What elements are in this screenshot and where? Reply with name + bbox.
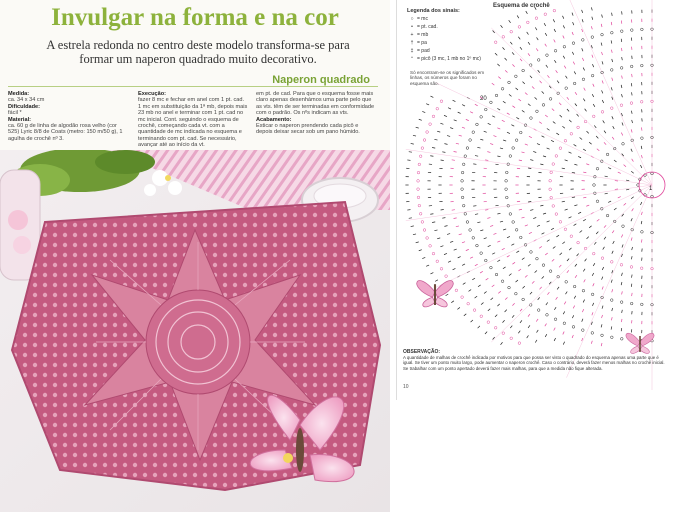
legend-item [407, 15, 485, 23]
intro-text: A estrela redonda no centro deste modelo transforma-se para formar um naperon quadrado muito decorativo. [46, 38, 350, 66]
legend-symbol: ○ [410, 16, 414, 22]
instruction-paragraph: Material: ca. 60 g de linha de algodão rosa velho (cor 525) Lyric 8/8 de Coats (metro: 150 m/50 g), 1 agulha de crochê nº 3. [8, 116, 123, 142]
doily [12, 202, 380, 490]
legend-item [407, 55, 485, 63]
observation-text: A quantidade de malhas de crochê indicada por motivos para que possa ser visto o quadrado do esquema apenas uma parte que é igual. Se tiver um ponto muito largo, pode aumentar o naperon crochê. Caso o contrário, deverá fazer menos malhas no crochê inicial. Se trabalhar com um ponto apertado deverá fazer mais malhas, para que a medida não fique alterada. [403, 355, 665, 371]
legend-text: = picô (3 mc, 1 mb no 1º mc) [417, 56, 481, 62]
legend-symbol: ‡ [410, 48, 414, 54]
doily-photo [0, 150, 390, 512]
instruction-paragraph: Execução: fazer 8 mc e fechar em anel com 1 pt. cad. 1 mc em substituição da 1ª mb, depois mais 23 mb no anel e terminar com 1 pt. cad no mc inicial. Cont. seguindo o esquema de crochê, começando cada vt. com a quantidade de mc indicada no esquema e terminando com pt. cad. Se necessário, avançar até ao início da vt. [138, 91, 248, 149]
round-number-label: 1 [649, 186, 653, 192]
legend-text: = pad [417, 48, 430, 54]
round-number-label: 20 [480, 96, 487, 102]
observation-title: OBSERVAÇÃO: [403, 349, 441, 355]
section-title: Naperon quadrado [272, 74, 370, 86]
butterfly-decoration [417, 281, 453, 307]
legend-symbol: • [411, 24, 413, 30]
instruction-paragraph: em pt. de cad. Para que o esquema fosse mais claro apenas desenhámos uma parte pelo que as vts. têm de ser terminadas em conformidade com o padrão. Os nºs indicam as vts. [256, 91, 375, 117]
instructions-column-1 [8, 91, 128, 142]
crochet-diagram-page [396, 0, 676, 400]
observation-note [403, 350, 665, 380]
instructions-column-3 [256, 91, 376, 136]
page-number: 10 [403, 384, 409, 390]
legend-text: = pa [417, 40, 427, 46]
legend-symbol: + [410, 32, 414, 38]
chart-title: Esquema de crochê [493, 3, 550, 9]
legend-text: = mb [417, 32, 429, 38]
legend-symbol: ᐤ [411, 56, 413, 62]
legend-text: = pt. cad. [417, 24, 438, 30]
legend-item [407, 39, 485, 47]
legend-item [407, 23, 485, 31]
legend-item [407, 31, 485, 39]
symbol-legend [407, 7, 485, 63]
section-divider [8, 86, 378, 87]
headline: Invulgar na forma e na cor [51, 4, 339, 31]
instruction-paragraph: Acabamento: Esticar o naperon prendendo cada picô e depois deixar secar sob um pano húmido. [256, 116, 360, 136]
instruction-paragraph: Medida: ca. 34 x 34 cm [8, 91, 45, 104]
instruction-paragraph: Dificuldade: fácil * [8, 103, 41, 117]
legend-note: Só encontram-se os significados em linhas, os números que foram no esquema são. [410, 70, 485, 86]
legend-title: Legenda dos sinais: [407, 8, 460, 14]
legend-item [407, 47, 485, 55]
legend-symbol: † [410, 40, 414, 46]
legend-text: = mc [417, 16, 428, 22]
instructions-column-2 [138, 91, 248, 149]
